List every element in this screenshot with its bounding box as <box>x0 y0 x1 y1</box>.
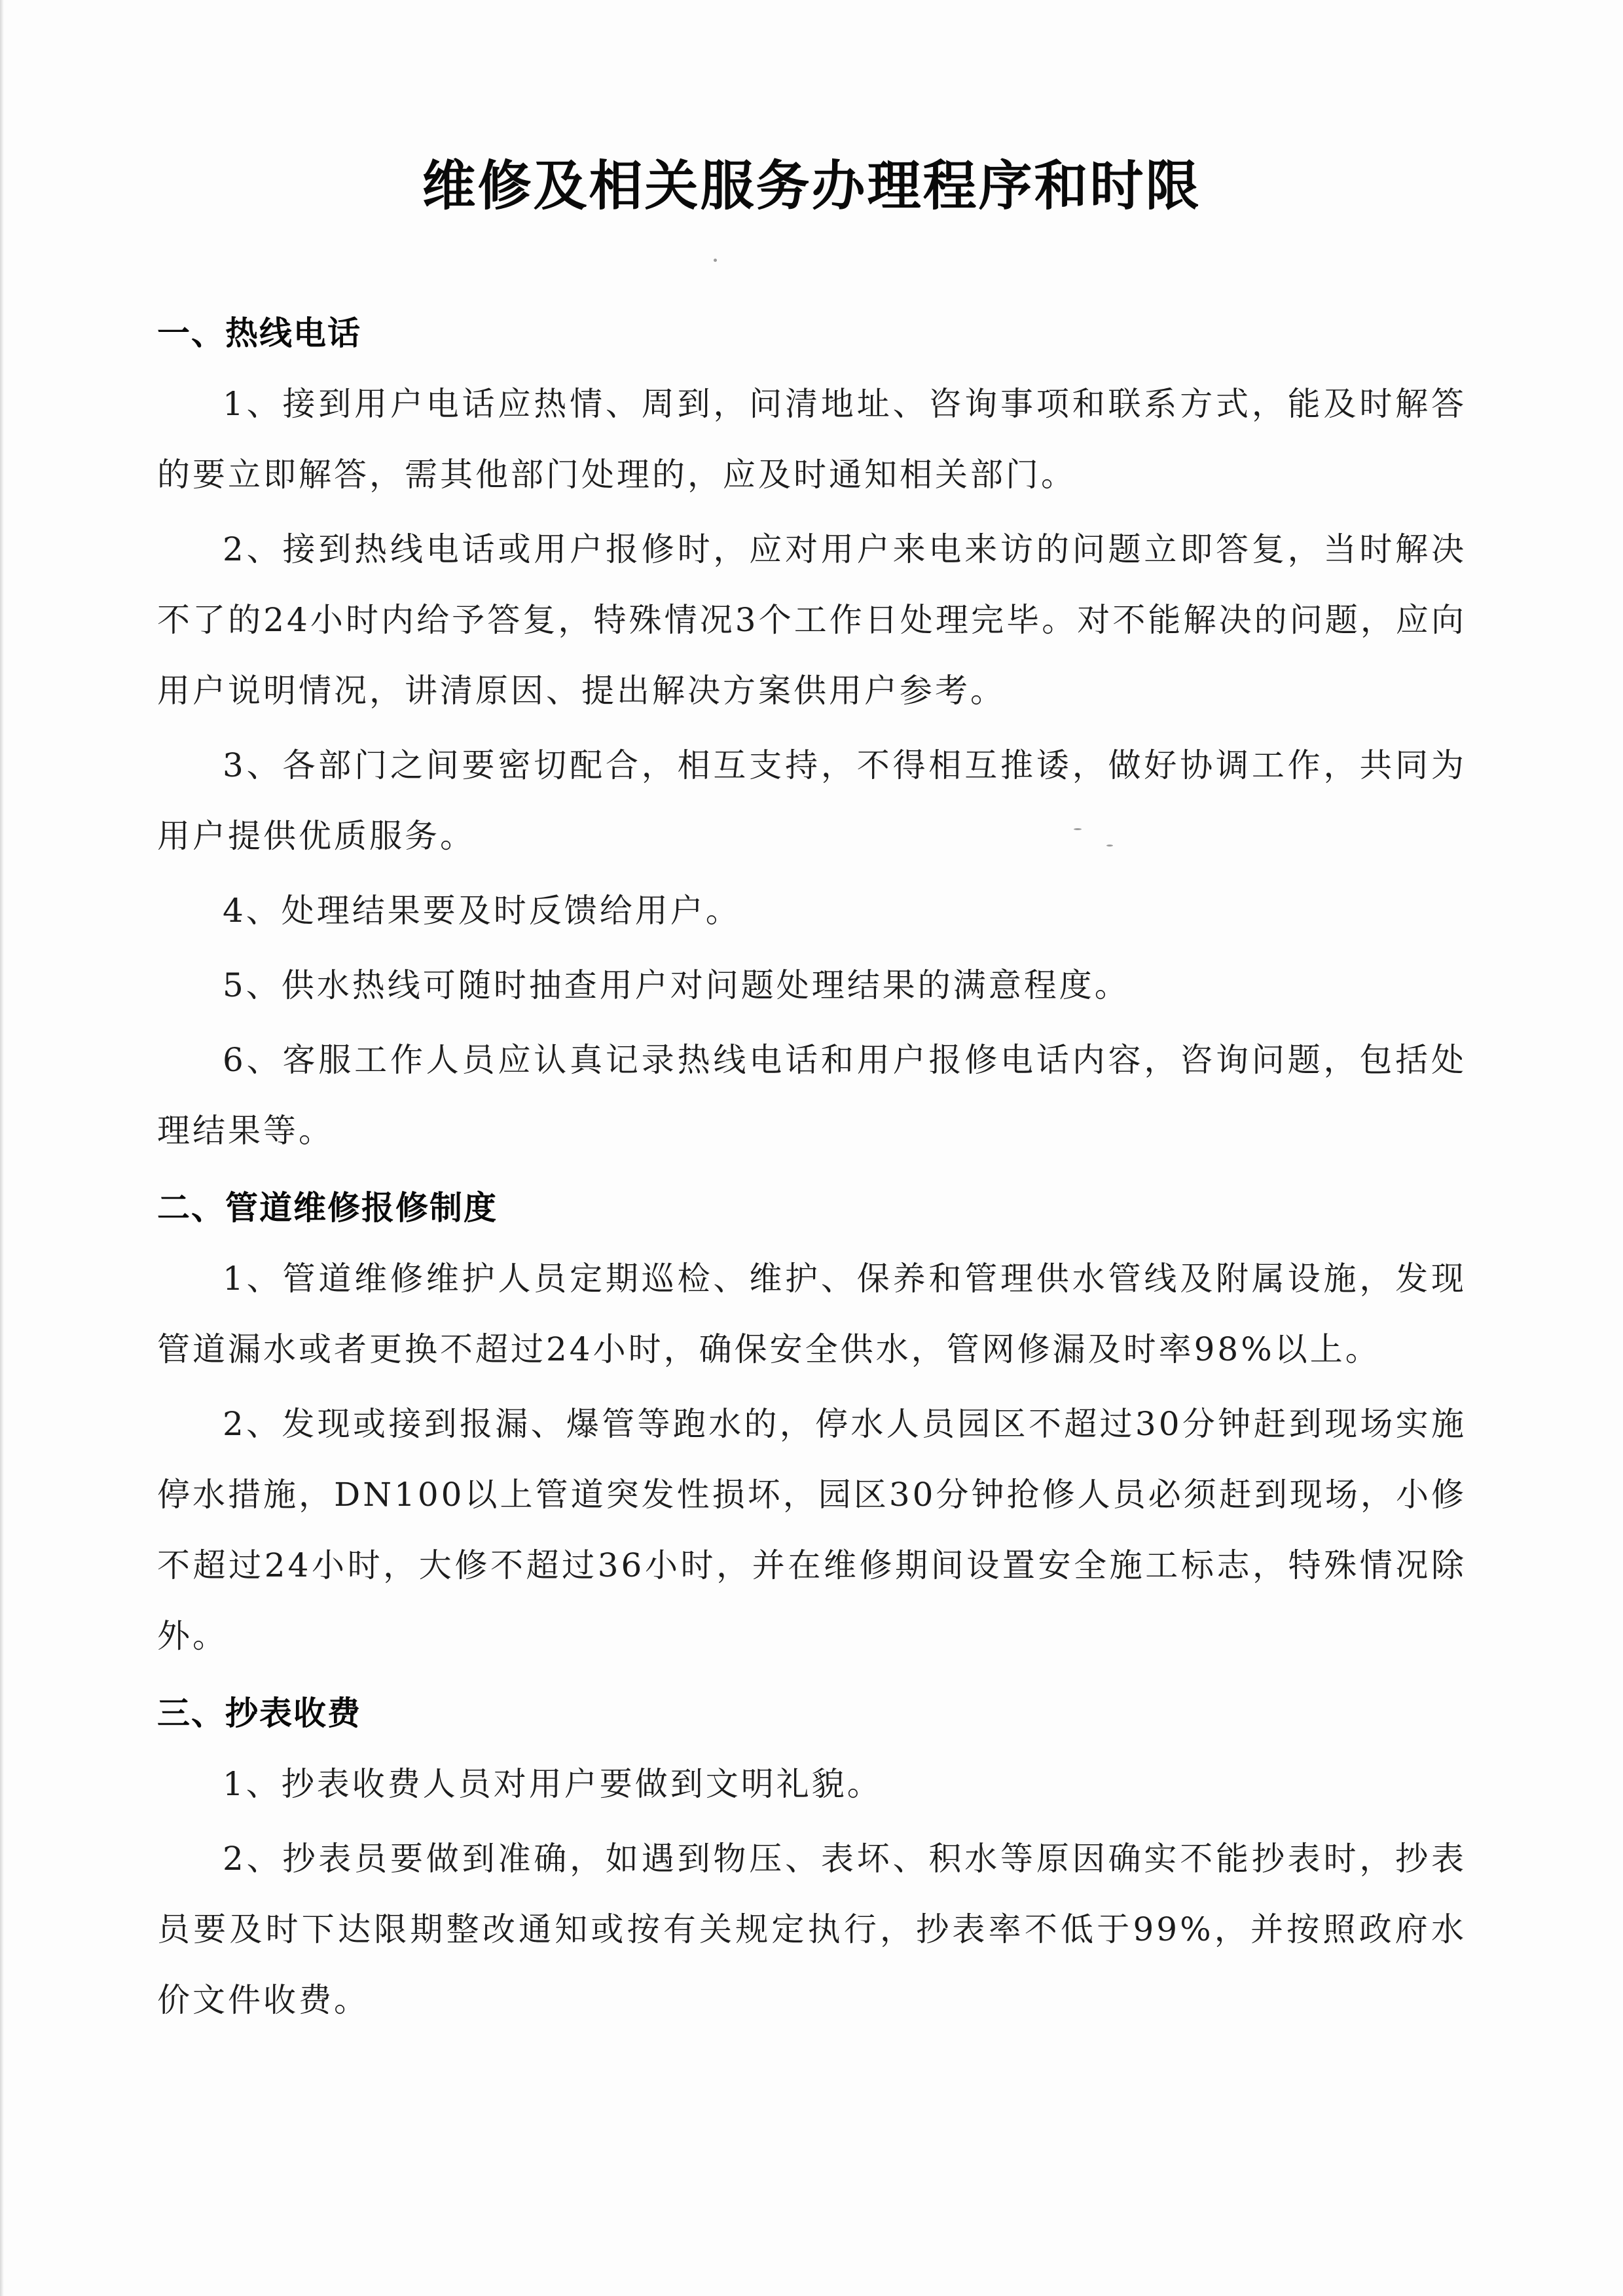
section-heading: 一、热线电话 <box>157 314 361 352</box>
paragraph: 2、发现或接到报漏、爆管等跑水的，停水人员园区不超过30分钟赶到现场实施停水措施，DN100以上管道突发性损坏，园区30分钟抢修人员必须赶到现场，小修不超过24小时，大修不超过36小时，并在维修期间设置安全施工标志，特殊情况除外。 <box>157 1405 1467 1655</box>
scan-speck <box>1074 828 1082 830</box>
document-body <box>157 298 1467 2035</box>
paragraph: 6、客服工作人员应认真记录热线电话和用户报修电话内容，咨询问题，包括处理结果等。 <box>157 1041 1467 1150</box>
section-meter-reading <box>157 1678 1467 2035</box>
paragraph: 1、抄表收费人员对用户要做到文明礼貌。 <box>223 1765 883 1803</box>
paragraph: 2、抄表员要做到准确，如遇到物压、表坏、积水等原因确实不能抄表时，抄表员要及时下达限期整改通知或按有关规定执行，抄表率不低于99%，并按照政府水价文件收费。 <box>157 1840 1467 2019</box>
page-title: 维修及相关服务办理程序和时限 <box>422 155 1201 217</box>
paragraph: 5、供水热线可随时抽查用户对问题处理结果的满意程度。 <box>223 966 1130 1004</box>
section-heading: 二、管道维修报修制度 <box>157 1189 498 1227</box>
paragraph: 1、接到用户电话应热情、周到，问清地址、咨询事项和联系方式，能及时解答的要立即解答，需其他部门处理的，应及时通知相关部门。 <box>157 385 1467 494</box>
section-heading: 三、抄表收费 <box>157 1694 361 1732</box>
paragraph: 4、处理结果要及时反馈给用户。 <box>223 892 741 930</box>
section-hotline <box>157 298 1467 1166</box>
scan-speck <box>1106 845 1113 847</box>
paragraph: 1、管道维修维护人员定期巡检、维护、保养和管理供水管线及附属设施，发现管道漏水或者更换不超过24小时，确保安全供水，管网修漏及时率98%以上。 <box>157 1260 1467 1368</box>
paragraph: 2、接到热线电话或用户报修时，应对用户来电来访的问题立即答复，当时解决不了的24小时内给予答复，特殊情况3个工作日处理完毕。对不能解决的问题，应向用户说明情况，讲清原因、提出解决方案供用户参考。 <box>157 530 1467 710</box>
scan-edge <box>0 0 4 2296</box>
scan-speck <box>714 259 717 262</box>
section-pipe-repair <box>157 1173 1467 1671</box>
paragraph: 3、各部门之间要密切配合，相互支持，不得相互推诿，做好协调工作，共同为用户提供优质服务。 <box>157 746 1467 855</box>
